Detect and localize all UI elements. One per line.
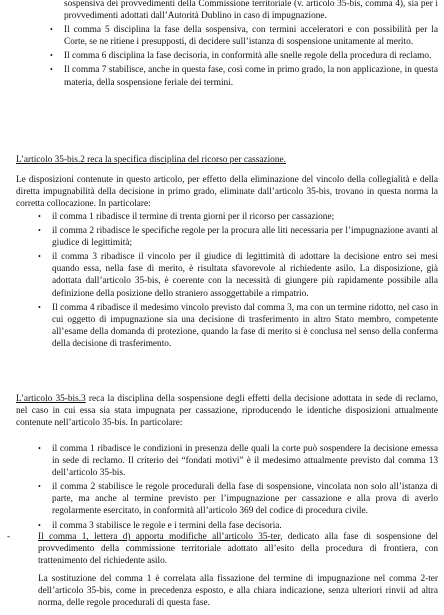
bullet-icon: •: [38, 212, 41, 221]
bullet-icon: •: [38, 444, 41, 453]
section-heading-35bis3: L’articolo 35-bis.3: [16, 394, 86, 404]
list-item: [50, 50, 438, 62]
section-paragraph-35ter: La sostituzione del comma 1 è correlata alla fissazione del termine di impugnazione nel comma 2-ter dell’articolo 35-bis, come in precedenza esposto, e alla chiara indicazione, senza ulteriori rinvii ad altra norma, delle regole procedurali di questa fase.: [38, 574, 438, 609]
top-bullet-list: [50, 0, 438, 91]
list-item-text: Il comma 7 stabilisce, anche in questa fase, così come in primo grado, la non applicazione, in questa materia, della sospensione feriale dei termini.: [64, 65, 438, 88]
list-item-text: il comma 2 ribadisce le specifiche regole per la procura alle liti necessaria per l’impugnazione avanti al giudice di legittimità;: [52, 226, 438, 249]
bullet-icon: •: [38, 520, 41, 530]
list-item-text: il comma 1 ribadisce il termine di trenta giorni per il ricorso per cassazione;: [52, 212, 335, 222]
dash-marker: -: [7, 532, 11, 542]
list-item-text: il comma 3 ribadisce il vincolo per il giudice di legittimità di adottare la decisione entro sei mesi quando essa, nella fase di merito, è risultata sfavorevole al richiedente asilo. La disposizione, già adottata dall’articolo 35-bis, è coerente con la necessità di giungere più rapidamente possibile alla definizione della posizione dello straniero assoggettabile a rimpatrio.: [52, 252, 438, 299]
list-item-text: sospensiva dei provvedimenti della Commissione territoriale (v. articolo 35-bis, comma 4), sia per i provvedimenti adottati dall’Autorità Dublino in caso di impugnazione.: [64, 0, 438, 22]
list-item: [38, 443, 438, 479]
list-item-text: Il comma 4 ribadisce il medesimo vincolo previsto dal comma 3, ma con un termine ridotto, nel caso in cui oggetto di impugnazione sia una decisione di trasferimento in altro Stato membro, competente all’esame della domanda di protezione, quando la fase di merito si è conclusa nel senso della conferma della decisione di trasferimento.: [52, 302, 438, 349]
list-item: [38, 251, 438, 299]
bullet-icon: •: [50, 65, 53, 75]
bullet-icon: •: [50, 51, 53, 61]
list-item: [64, 0, 438, 22]
list-item-text: Il comma 6 disciplina la fase decisoria, in conformità alle snelle regole della procedura di reclamo.: [64, 51, 432, 62]
section-heading-35bis2: L’articolo 35-bis.2 reca la specifica disciplina del ricorso per cassazione.: [16, 155, 286, 165]
bullet-icon: •: [50, 25, 53, 35]
section-intro-text: reca la disciplina della sospensione degli effetti della decisione adottata in sede di reclamo, nel caso in cui essa sia stata impugnata per cassazione, riproducendo le identiche disposizioni attualmente contenute nell’articolo 35-bis. In particolare:: [16, 394, 438, 429]
bullet-icon: •: [38, 302, 41, 312]
bullet-icon: •: [38, 252, 41, 262]
list-item: [50, 24, 438, 48]
list-item: [38, 302, 438, 350]
section-intro-35ter: [38, 531, 438, 567]
list-item-text: Il comma 5 disciplina la fase della sospensiva, con termini acceleratori e con possibilità per la Corte, se ne ritiene i presupposti, di decidere sull’istanza di sospensione unitamente al merito.: [64, 25, 438, 48]
section2-bullet-list: [38, 443, 438, 534]
list-item-text: il comma 2 stabilisce le regole procedurali della fase di sospensione, vincolata non solo all’istanza di parte, ma anche al termine previsto per l’impugnazione per cassazione e alla prova di averlo regolarmente esercitato, in conformità all’articolo 369 del codice di procedura civile.: [52, 482, 438, 517]
list-item: [38, 520, 438, 532]
list-item-text: il comma 3 stabilisce le regole e i termini della fase decisoria.: [52, 520, 282, 531]
section-intro-35bis2: Le disposizioni contenute in questo articolo, per effetto della eliminazione del vincolo della collegialità e della diretta impugnabilità della decisione in primo grado, eliminate dall’articolo 35-bis, trovano in questa norma la corretta collocazione. In particolare:: [16, 175, 438, 210]
section-intro-35bis3: [16, 393, 438, 429]
list-item: [38, 481, 438, 517]
list-item: [38, 225, 438, 249]
list-item: [38, 211, 438, 223]
bullet-icon: •: [38, 226, 41, 236]
bullet-icon: •: [38, 482, 41, 492]
list-item-text: il comma 1 ribadisce le condizioni in presenza delle quali la corte può sospendere la decisione emessa in sede di reclamo. Il criterio dei “fondati motivi” è il medesimo attualmente previsto dal comma 13 dell’articolo 35-bis.: [52, 444, 438, 479]
section-intro-text: , dedicato alla fase di sospensione del provvedimento della commissione territoriale adottato all’esito della procedura di frontiera, con trattenimento del richiedente asilo.: [38, 532, 438, 567]
section-heading-35ter: Il comma 1, lettera d) apporta modifiche all’articolo 35-ter: [38, 532, 281, 542]
section1-bullet-list: [38, 211, 438, 352]
list-item: [50, 64, 438, 88]
